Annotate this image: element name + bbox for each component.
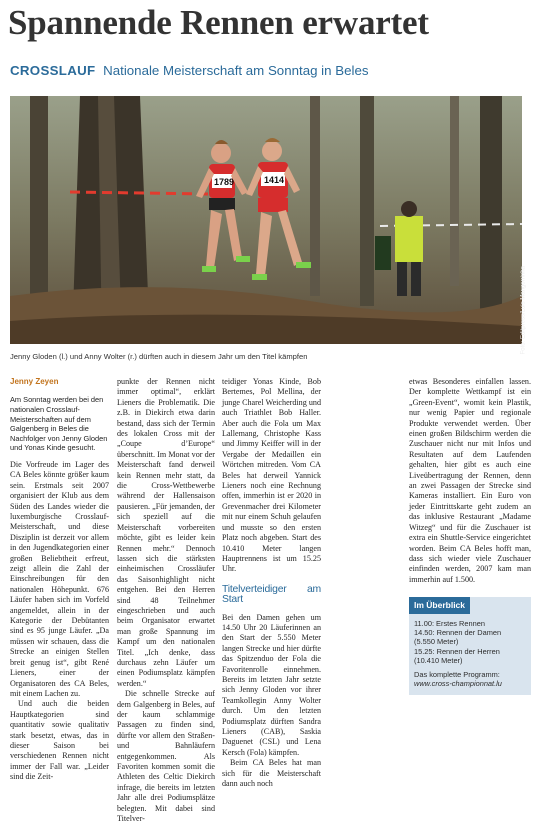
article-paragraph: Beim CA Beles hat man sich für die Meisterschaft dann auch noch [222, 758, 321, 789]
bib-number-right: 1414 [264, 175, 285, 185]
deck: Nationale Meisterschaft am Sonntag in Beles [103, 63, 369, 78]
kicker: CROSSLAUF [10, 63, 96, 78]
article-paragraph: Die Vorfreude im Lager des CA Beles könnte größer kaum sein. Erstmals seit 2007 organisiert der Klub aus dem Süden des Landes wieder die luxemburgische Crosslauf-Meisterschaft, und diese Disziplin ist derzeit vor allem in den Jugendkategorien einer großen Beliebtheit erfreut, zeigt allein die Zahl der Einschreibungen für den nationalen Höhepunkt. 676 Läufer haben sich im Vorfeld angemeldet, allein in der Kategorie der Debütanten sind es 95 junge Läufer. „Da müssen wir schauen, dass die Strecke an einigen Stellen breit genug ist“, gibt René Lieners, einer der Organisatoren des CA Beles, mit einem Lachen zu. [10, 459, 109, 698]
race-photo-illustration [10, 96, 522, 344]
article-paragraph: punkte der Rennen nicht immer optimal“, erklärt Lieners die Problematik. Die z.B. in Diekirch etwa darin bestand, dass sich der Termin des lokalen Cross mit der „Coupe d’Europe“ überschnitt. Im Monat vor der Meisterschaft fand derweil kein Rennen mehr statt, da die Cross-Wettbewerbe während der Hallensaison pausieren. „Für jemanden, der sich speziell auf die Meisterschaft vorbereiten möchte, gibt es leider kein Rennen mehr.“ Dennoch lassen sich die stärksten einheimischen Crossläufer das Saisonhighlight nicht entgehen. Bei den Herren sind 48 Teilnehmer eingeschrieben und auch beim Organisator erwartet man große Spannung im Kampf um den nationalen Titel. „Ich denke, dass durchaus zehn Läufer um einen Podiumsplatz kämpfen werden.“ [117, 377, 215, 688]
section-subtitle: Titelverteidiger am Start [222, 583, 321, 606]
schedule-line: (10.410 Meter) [414, 655, 463, 665]
article-paragraph: Die schnelle Strecke auf dem Galgenberg in Beles, auf der kaum schlammige Passagen zu finden sind, dürfte vor allem den Straßen- und Bahnläufern entgegenkommen. Als Favoriten kommen somit die Athleten des Celtic Diekirch infrage, die bereits im letzten Jahr alle drei Podiumsplätze belegten. Mit dabei sind Titelver- [117, 689, 215, 824]
schedule-line: 11.00: Erstes Rennen [414, 619, 485, 628]
article-column-1 [10, 377, 109, 783]
schedule-line: 14.50: Rennen der Damen [414, 628, 502, 638]
overview-box-title: Im Überblick [409, 597, 470, 614]
article-paragraph: Bei den Damen gehen um 14.50 Uhr 20 Läuferinnen an den Start der 5.550 Meter langen Strecke und hier dürfte das Spitzenduo der Fola die Favoritenrolle einnehmen. Bereits im letzten Jahr setzte sich Jenny Gloden vor ihrer Teamkollegin Anny Wolter durch. Um den letzten Podiumsplatz dürften Sandra Lieners (CAB), Saskia Daguenet (CSL) und Lena Kersch (Fola) kämpfen. [222, 612, 321, 757]
article-photo [10, 96, 526, 355]
program-link[interactable]: www.cross-championnat.lu [414, 679, 502, 689]
photo-caption: Jenny Gloden (l.) und Anny Wolter (r.) dürften auch in diesem Jahr um den Titel kämpfen [10, 352, 308, 361]
author-byline: Jenny Zeyen [10, 377, 59, 386]
schedule-line: 15.25: Rennen der Herren [414, 646, 500, 656]
headline: Spannende Rennen erwartet [8, 3, 429, 42]
bib-number-left: 1789 [214, 177, 235, 187]
article-paragraph: etwas Besonderes einfallen lassen. Der komplette Wettkampf ist ein „Green-Event“, womit kein Plastik, nur wenig Papier und regionale Produkte verwendet werden. Über einen großen Bildschirm werden die Zuschauer nicht nur mit Infos und Resultaten auf dem Laufenden gehalten, hier gibt es auch eine Liveübertragung der Rennen, denn an zwei Passagen der Strecke sind Kameras installiert. Ein Euro von jeder Eintrittskarte geht zudem an das inklusive Restaurant „Madame Witzeg“ und für die Zuschauer ist extra ein Shuttle-Service eingerichtet worden. Beim CA Beles hofft man, dass sich wieder viele Zuschauer einfinden werden, 2007 kam man immerhin auf 1.500. [409, 377, 531, 584]
schedule-line: (5.550 Meter) [414, 637, 459, 647]
article-column-2 [117, 377, 215, 824]
article-column-3 [222, 377, 321, 789]
subheadline [10, 62, 535, 80]
photo-credit: Foto: Editpress/Luis Mangorrinha [520, 266, 526, 355]
article-column-4 [409, 377, 531, 585]
article-lead: Am Sonntag werden bei den nationalen Crosslauf-Meisterschaften auf dem Galgenberg in Beles die Nachfolger von Jenny Gloden und Yonas Kinde gesucht. [10, 395, 108, 453]
overview-box [409, 597, 531, 695]
article-paragraph: Und auch die beiden Hauptkategorien sind quantitativ sowie qualitativ stark besetzt, etwas, das in dieser Saison bei verschiedenen Rennen nicht immer der Fall war. „Leider sind die Zeit- [10, 699, 109, 782]
article-paragraph: teidiger Yonas Kinde, Bob Bertemes, Pol Mellina, der junge Charel Weicherding und auch Triathlet Bob Haller. Aber auch die Fola um Max Lallemang, Christophe Kass und Jimmy Keiffer will in der Vergabe der Medaillen ein Wörtchen mitreden. Vom CA Beles hat derweil Yannick Lieners noch eine Rechnung offen, immerhin ist er 2020 in Grevenmacher drei Kilometer mit nur einem Schuh gelaufen und musste so den ersten Platz noch abgeben. Start des 10.410 Meter langen Hauptrennens ist um 15.25 Uhr. [222, 377, 321, 574]
program-label: Das komplette Programm: [414, 670, 500, 680]
